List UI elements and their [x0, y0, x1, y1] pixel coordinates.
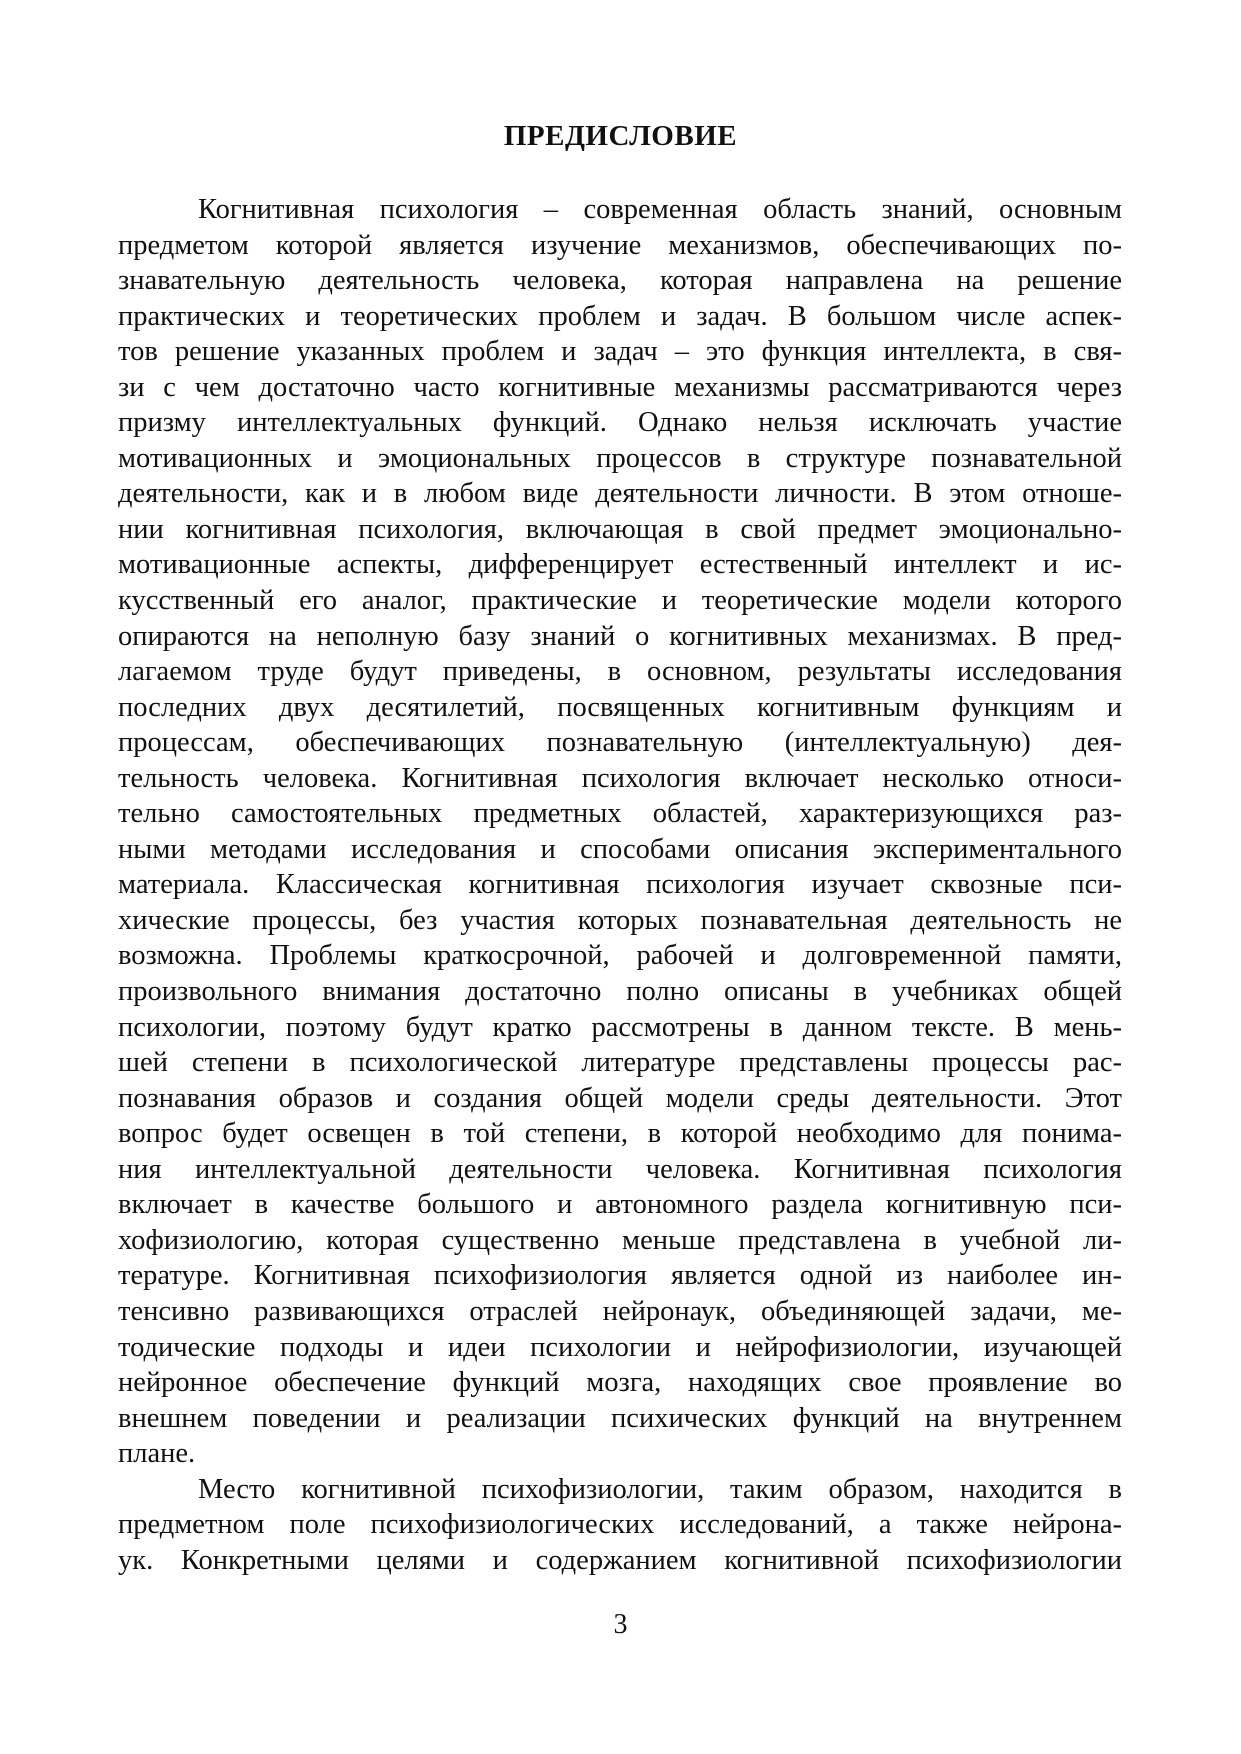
text-line: познавания образов и создания общей модели среды деятельности. Этот: [118, 1082, 1122, 1114]
text-line: Место когнитивной психофизиологии, таким образом, находится в: [198, 1473, 1122, 1505]
text-line: материала. Классическая когнитивная психология изучает сквозные пси-: [118, 869, 1122, 901]
text-line: тельно самостоятельных предметных областей, характеризующихся раз-: [118, 798, 1122, 830]
text-line: ук. Конкретными целями и содержанием когнитивной психофизиологии: [118, 1544, 1122, 1576]
text-line: последних двух десятилетий, посвященных когнитивным функциям и: [118, 691, 1122, 723]
text-line: вопрос будет освещен в той степени, в которой необходимо для понима-: [118, 1118, 1122, 1150]
text-line: тодические подходы и идеи психологии и нейрофизиологии, изучающей: [118, 1331, 1122, 1363]
page-number: 3: [613, 1609, 628, 1640]
text-line: произвольного внимания достаточно полно описаны в учебниках общей: [118, 976, 1122, 1008]
text-line: нейронное обеспечение функций мозга, находящих свое проявление во: [118, 1367, 1122, 1399]
text-line: внешнем поведении и реализации психических функций на внутреннем: [118, 1402, 1122, 1434]
text-line: предметном поле психофизиологических исследований, а также нейрона-: [118, 1509, 1122, 1541]
page-title: ПРЕДИСЛОВИЕ: [503, 120, 738, 152]
text-line: деятельности, как и в любом виде деятельности личности. В этом отноше-: [118, 478, 1122, 510]
text-line: зи с чем достаточно часто когнитивные механизмы рассматриваются через: [118, 371, 1122, 403]
text-line: призму интеллектуальных функций. Однако нельзя исключать участие: [118, 407, 1122, 439]
text-line: ния интеллектуальной деятельности человека. Когнитивная психология: [118, 1153, 1122, 1185]
text-line: хофизиологию, которая существенно меньше представлена в учебной ли-: [118, 1224, 1122, 1256]
text-line: плане.: [118, 1438, 196, 1470]
text-line: хические процессы, без участия которых познавательная деятельность не: [118, 904, 1122, 936]
text-line: ными методами исследования и способами описания экспериментального: [118, 833, 1122, 865]
text-line: возможна. Проблемы краткосрочной, рабочей и долговременной памяти,: [118, 940, 1122, 972]
text-line: лагаемом труде будут приведены, в основном, результаты исследования: [118, 656, 1122, 688]
text-line: процессам, обеспечивающих познавательную (интеллектуальную) дея-: [118, 727, 1122, 759]
text-line: психологии, поэтому будут кратко рассмотрены в данном тексте. В мень-: [118, 1011, 1122, 1043]
text-line: включает в качестве большого и автономного раздела когнитивную пси-: [118, 1189, 1122, 1221]
text-line: тов решение указанных проблем и задач – это функция интеллекта, в свя-: [118, 336, 1122, 368]
text-line: тельность человека. Когнитивная психология включает несколько относи-: [118, 762, 1122, 794]
text-line: кусственный его аналог, практические и теоретические модели которого: [118, 585, 1122, 617]
text-line: нии когнитивная психология, включающая в свой предмет эмоционально-: [118, 513, 1122, 545]
text-line: практических и теоретических проблем и задач. В большом числе аспек-: [118, 300, 1122, 332]
text-line: знавательную деятельность человека, которая направлена на решение: [118, 265, 1122, 297]
body-text: [118, 192, 1122, 1578]
text-line: тературе. Когнитивная психофизиология является одной из наиболее ин-: [118, 1260, 1122, 1292]
text-line: шей степени в психологической литературе представлены процессы рас-: [118, 1047, 1122, 1079]
text-line: предметом которой является изучение механизмов, обеспечивающих по-: [118, 229, 1122, 261]
text-line: мотивационных и эмоциональных процессов в структуре познавательной: [118, 442, 1122, 474]
text-line: опираются на неполную базу знаний о когнитивных механизмах. В пред-: [118, 620, 1122, 652]
text-line: Когнитивная психология – современная область знаний, основным: [198, 194, 1122, 225]
text-line: тенсивно развивающихся отраслей нейронаук, объединяющей задачи, ме-: [118, 1295, 1122, 1327]
text-line: мотивационные аспекты, дифференцирует естественный интеллект и ис-: [118, 549, 1122, 581]
